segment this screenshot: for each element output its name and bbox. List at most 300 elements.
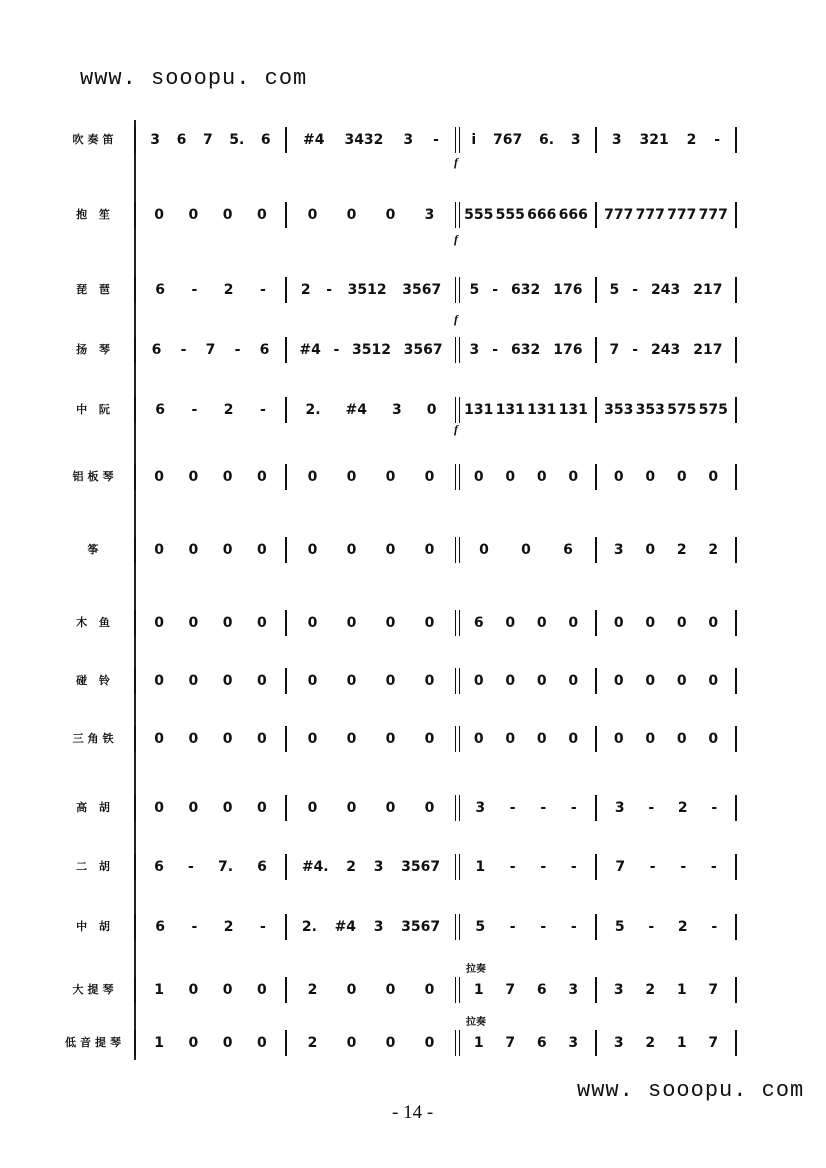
- instrument-label: 琵 琶: [76, 283, 114, 296]
- barline: [595, 977, 597, 1003]
- note: 767: [492, 132, 523, 148]
- barline: [134, 795, 136, 821]
- note: 7: [609, 342, 620, 358]
- note: 7: [505, 1035, 516, 1051]
- note: 0: [536, 469, 547, 485]
- note: 1: [475, 859, 486, 875]
- note: 666: [527, 207, 557, 223]
- note: 666: [558, 207, 588, 223]
- note: 0: [222, 469, 233, 485]
- note: 0: [154, 207, 164, 223]
- instrument-label: 木 鱼: [76, 616, 114, 629]
- note: 1: [473, 1035, 484, 1051]
- note: 3: [392, 402, 402, 418]
- instrument-label: 铝板琴: [72, 470, 118, 483]
- barline: [735, 854, 737, 880]
- note: 0: [188, 615, 199, 631]
- barline: [595, 795, 597, 821]
- note: -: [509, 919, 516, 935]
- measure: [463, 728, 589, 750]
- measure: [142, 279, 279, 301]
- dynamic-marking: f: [454, 155, 458, 169]
- note: 0: [424, 982, 435, 998]
- barline: [595, 337, 597, 363]
- note: 3432: [344, 132, 384, 148]
- barline: [455, 464, 456, 490]
- note: 0: [613, 731, 624, 747]
- note: -: [333, 342, 340, 358]
- barline: [595, 1030, 597, 1056]
- note: 3: [424, 207, 435, 223]
- note: 6: [259, 342, 270, 358]
- measure: [603, 399, 729, 421]
- note: 243: [651, 282, 681, 298]
- note: 0: [424, 615, 435, 631]
- note: -: [632, 282, 639, 298]
- note: 3: [568, 982, 579, 998]
- note: 0: [613, 673, 624, 689]
- barline: [134, 337, 136, 363]
- note: 0: [188, 542, 199, 558]
- barline: [735, 127, 737, 153]
- barline: [285, 977, 287, 1003]
- measure: [603, 129, 729, 151]
- barline: [455, 397, 456, 423]
- note: -: [433, 132, 439, 148]
- barline: [455, 277, 456, 303]
- note: 0: [385, 542, 396, 558]
- barline: [285, 726, 287, 752]
- instrument-label: 低音提琴: [65, 1036, 125, 1049]
- barline: [595, 668, 597, 694]
- note: 0: [426, 402, 437, 418]
- instrument-row: [0, 535, 826, 565]
- note: 1: [676, 1035, 687, 1051]
- measure: [142, 670, 279, 692]
- note: 1: [676, 982, 687, 998]
- note: 0: [645, 731, 656, 747]
- note: 2: [223, 402, 234, 418]
- note: -: [492, 342, 499, 358]
- note: 2: [307, 982, 318, 998]
- note: 0: [188, 1035, 199, 1051]
- measure: [603, 728, 729, 750]
- note: -: [492, 282, 499, 298]
- barline: [595, 397, 597, 423]
- note: 0: [154, 673, 164, 689]
- measure: [293, 797, 449, 819]
- note: -: [259, 282, 266, 298]
- measure: [293, 979, 449, 1001]
- note: 0: [154, 615, 164, 631]
- note: 6: [155, 402, 165, 418]
- note: 0: [536, 615, 547, 631]
- instrument-row: [0, 395, 826, 425]
- barline: [285, 914, 287, 940]
- note: #4: [345, 402, 368, 418]
- note: 0: [536, 731, 547, 747]
- note: 0: [676, 615, 687, 631]
- barline: [455, 914, 456, 940]
- note: -: [714, 132, 721, 148]
- note: 777: [604, 207, 634, 223]
- note: 243: [651, 342, 681, 358]
- barline: [735, 397, 737, 423]
- barline: [134, 914, 136, 940]
- note: -: [259, 919, 266, 935]
- note: 0: [473, 731, 484, 747]
- barline: [455, 977, 456, 1003]
- barline: [285, 202, 287, 228]
- note: 2: [223, 282, 234, 298]
- note: 7.: [217, 859, 234, 875]
- note: -: [540, 800, 547, 816]
- note: -: [680, 859, 687, 875]
- instrument-label: 二 胡: [76, 860, 114, 873]
- instrument-label: 扬 琴: [76, 343, 114, 356]
- note: 0: [307, 207, 318, 223]
- measure: [142, 204, 279, 226]
- note: -: [711, 919, 718, 935]
- barline: [285, 397, 287, 423]
- barline: [595, 610, 597, 636]
- barline: [134, 854, 136, 880]
- note: 0: [257, 469, 267, 485]
- note: 0: [676, 469, 687, 485]
- note: 0: [222, 207, 233, 223]
- watermark-bottom: www. sooopu. com: [577, 1078, 805, 1103]
- note: 2: [708, 542, 719, 558]
- note: 6: [536, 982, 547, 998]
- note: 0: [613, 615, 624, 631]
- note: -: [234, 342, 241, 358]
- note: 0: [536, 673, 547, 689]
- note: 0: [385, 731, 396, 747]
- measure: [293, 539, 449, 561]
- note: 176: [553, 282, 583, 298]
- measure: [142, 1032, 279, 1054]
- note: 1: [473, 982, 484, 998]
- note: 0: [424, 731, 435, 747]
- dynamic-marking: f: [454, 232, 458, 246]
- note: 0: [568, 615, 579, 631]
- note: 217: [693, 342, 723, 358]
- measure: [463, 399, 589, 421]
- measure: [142, 728, 279, 750]
- note: 217: [693, 282, 723, 298]
- note: 0: [708, 469, 719, 485]
- note: 0: [385, 469, 396, 485]
- measure: [293, 399, 449, 421]
- barline: [735, 610, 737, 636]
- note: 0: [257, 615, 267, 631]
- note: 3: [614, 800, 625, 816]
- note: 353: [635, 402, 665, 418]
- measure: [142, 539, 279, 561]
- barline: [134, 537, 136, 563]
- note: 0: [346, 800, 357, 816]
- note: 0: [222, 542, 233, 558]
- note: 0: [568, 469, 579, 485]
- note: 575: [698, 402, 728, 418]
- note: 632: [511, 342, 541, 358]
- note: 0: [257, 982, 267, 998]
- note: 0: [154, 469, 164, 485]
- note: 0: [307, 469, 318, 485]
- measure: [603, 670, 729, 692]
- note: 7: [708, 982, 719, 998]
- note: 0: [307, 615, 318, 631]
- barline: [455, 726, 456, 752]
- measure: [142, 979, 279, 1001]
- note: 3512: [352, 342, 391, 358]
- instrument-row: [0, 462, 826, 492]
- barline: [455, 337, 456, 363]
- measure: [603, 339, 729, 361]
- note: 0: [188, 673, 199, 689]
- note: 0: [708, 673, 719, 689]
- barline: [134, 1030, 136, 1056]
- note: 5.: [229, 132, 245, 148]
- instrument-label: 碰 铃: [76, 674, 114, 687]
- measure: [603, 466, 729, 488]
- note: 6: [151, 342, 162, 358]
- dynamic-marking: f: [454, 312, 458, 326]
- note: -: [540, 919, 547, 935]
- note: 0: [385, 1035, 396, 1051]
- barline: [134, 277, 136, 303]
- note: 0: [424, 673, 435, 689]
- note: 0: [222, 615, 233, 631]
- measure: [142, 399, 279, 421]
- measure: [142, 797, 279, 819]
- barline: [455, 1030, 456, 1056]
- instrument-row: [0, 975, 826, 1005]
- note: 6: [155, 919, 165, 935]
- note: 0: [188, 731, 199, 747]
- measure: [142, 856, 279, 878]
- note: 0: [222, 800, 233, 816]
- note: 7: [615, 859, 626, 875]
- arco-marking: 拉奏: [466, 1017, 486, 1028]
- measure: [463, 1032, 589, 1054]
- measure: [293, 856, 449, 878]
- barline: [455, 854, 456, 880]
- note: 0: [424, 542, 435, 558]
- note: 1: [154, 982, 164, 998]
- measure: [463, 670, 589, 692]
- note: #4: [334, 919, 357, 935]
- measure: [463, 129, 589, 151]
- note: 6: [536, 1035, 547, 1051]
- note: 7: [202, 132, 213, 148]
- instrument-label: 大提琴: [72, 983, 118, 996]
- note: 3: [373, 919, 384, 935]
- note: 0: [568, 673, 579, 689]
- note: 0: [154, 542, 164, 558]
- barline: [134, 610, 136, 636]
- note: 0: [424, 469, 435, 485]
- note: -: [187, 859, 194, 875]
- note: 0: [346, 615, 357, 631]
- note: 3: [469, 342, 480, 358]
- note: 3567: [403, 342, 443, 358]
- instrument-label: 抱 笙: [76, 208, 114, 221]
- instrument-row: [0, 275, 826, 305]
- note: 6: [563, 542, 573, 558]
- measure: [463, 979, 589, 1001]
- note: 131: [464, 402, 494, 418]
- note: -: [570, 800, 577, 816]
- measure: [293, 129, 449, 151]
- measure: [603, 979, 729, 1001]
- note: -: [180, 342, 187, 358]
- note: 131: [527, 402, 557, 418]
- measure: [603, 612, 729, 634]
- note: 0: [307, 800, 318, 816]
- note: 6: [176, 132, 187, 148]
- measure: [603, 797, 729, 819]
- note: 0: [222, 731, 233, 747]
- note: 2: [677, 800, 688, 816]
- note: -: [259, 402, 266, 418]
- measure: [293, 916, 449, 938]
- measure: [603, 539, 729, 561]
- note: 353: [604, 402, 634, 418]
- note: 3512: [347, 282, 387, 298]
- note: 3567: [401, 919, 441, 935]
- note: -: [649, 859, 656, 875]
- barline: [735, 726, 737, 752]
- dynamic-marking: f: [454, 422, 458, 436]
- note: 0: [645, 542, 656, 558]
- note: 0: [257, 542, 267, 558]
- barline: [134, 977, 136, 1003]
- note: 0: [385, 673, 396, 689]
- note: 3: [613, 982, 624, 998]
- note: 7: [505, 982, 516, 998]
- barline: [285, 127, 287, 153]
- note: 6: [257, 859, 267, 875]
- measure: [463, 797, 589, 819]
- instrument-label: 中 阮: [76, 403, 114, 416]
- measure: [463, 539, 589, 561]
- instrument-row: [0, 852, 826, 882]
- note: 0: [307, 673, 318, 689]
- note: 5: [469, 282, 480, 298]
- note: 0: [346, 982, 357, 998]
- measure: [142, 466, 279, 488]
- note: 0: [222, 1035, 233, 1051]
- barline: [134, 202, 136, 228]
- barline: [455, 127, 456, 153]
- barline: [455, 610, 456, 636]
- note: 0: [645, 615, 656, 631]
- measure: [142, 916, 279, 938]
- measure: [603, 204, 729, 226]
- note: 0: [505, 731, 516, 747]
- barline: [134, 127, 136, 153]
- instrument-label: 吹奏笛: [72, 133, 118, 146]
- note: -: [191, 402, 198, 418]
- note: -: [540, 859, 547, 875]
- note: 131: [558, 402, 588, 418]
- note: -: [326, 282, 332, 298]
- page-number: - 14 -: [392, 1102, 434, 1123]
- note: 0: [645, 469, 656, 485]
- note: 3: [570, 132, 581, 148]
- measure: [293, 1032, 449, 1054]
- instrument-row: [0, 793, 826, 823]
- barline: [735, 914, 737, 940]
- note: 0: [385, 615, 396, 631]
- note: 0: [307, 542, 318, 558]
- note: 2: [686, 132, 697, 148]
- barline: [735, 795, 737, 821]
- barline: [735, 668, 737, 694]
- note: 0: [188, 207, 199, 223]
- measure: [463, 916, 589, 938]
- barline: [134, 668, 136, 694]
- barline: [285, 854, 287, 880]
- barline: [595, 277, 597, 303]
- note: 3: [613, 1035, 624, 1051]
- note: 0: [676, 731, 687, 747]
- barline: [285, 668, 287, 694]
- note: 0: [346, 542, 357, 558]
- watermark-top: www. sooopu. com: [80, 66, 308, 91]
- barline: [595, 464, 597, 490]
- note: 0: [385, 982, 396, 998]
- note: 0: [257, 800, 267, 816]
- note: 0: [346, 673, 357, 689]
- note: 0: [307, 731, 318, 747]
- instrument-row: [0, 912, 826, 942]
- note: 6: [473, 615, 484, 631]
- note: #4.: [301, 859, 329, 875]
- note: 176: [553, 342, 583, 358]
- note: 6: [260, 132, 271, 148]
- note: 5: [614, 919, 625, 935]
- note: -: [509, 859, 516, 875]
- note: 3: [475, 800, 486, 816]
- instrument-row: [0, 1028, 826, 1058]
- barline: [735, 977, 737, 1003]
- barline: [285, 610, 287, 636]
- note: 0: [613, 469, 624, 485]
- measure: [142, 339, 279, 361]
- note: 0: [708, 615, 719, 631]
- note: 6: [154, 859, 164, 875]
- note: 3: [403, 132, 414, 148]
- note: 1: [154, 1035, 164, 1051]
- measure: [293, 279, 449, 301]
- note: 0: [708, 731, 719, 747]
- barline: [735, 202, 737, 228]
- barline: [285, 537, 287, 563]
- barline: [735, 464, 737, 490]
- note: 2: [223, 919, 234, 935]
- note: 777: [635, 207, 665, 223]
- measure: [293, 670, 449, 692]
- note: 0: [479, 542, 489, 558]
- note: 3567: [401, 859, 441, 875]
- note: 0: [473, 673, 484, 689]
- note: 0: [505, 615, 516, 631]
- note: #4: [302, 132, 325, 148]
- barline: [735, 337, 737, 363]
- instrument-label: 三角铁: [72, 732, 118, 745]
